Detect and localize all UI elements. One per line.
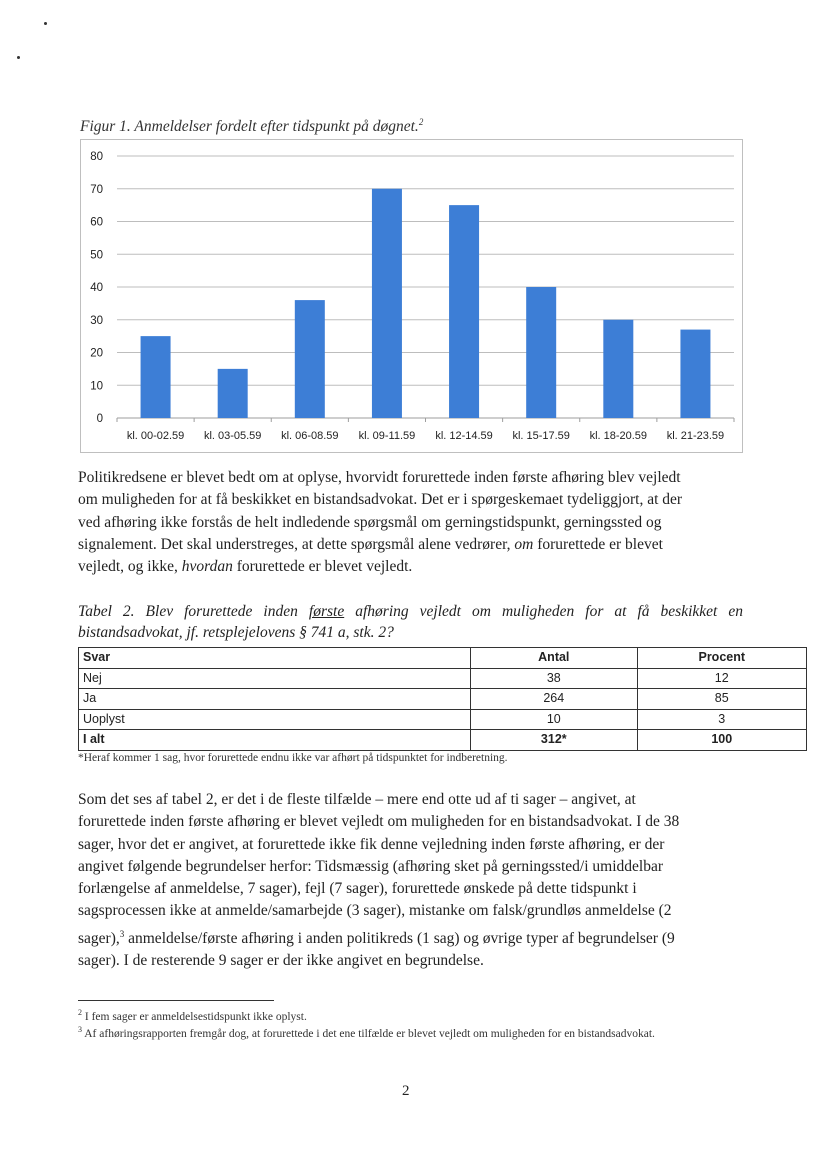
cell-total-procent: 100 xyxy=(637,730,806,751)
x-tick-label: kl. 06-08.59 xyxy=(281,430,339,442)
header-svar: Svar xyxy=(79,648,471,669)
cell-procent: 85 xyxy=(637,689,806,710)
y-tick-label: 30 xyxy=(90,314,103,327)
bar xyxy=(295,300,325,418)
header-antal: Antal xyxy=(471,648,637,669)
x-tick-label: kl. 12-14.59 xyxy=(435,430,493,442)
paragraph-1: Politikredsene er blevet bedt om at oplyse, hvorvidt forurettede inden første afhøring blev vejledt om muligheden for at få beskikket en bistandsadvokat. Det er i spørgeskemaet tydeliggjort, at der ved afhøring ikke forstås de helt indledende spørgsmål om gerningstidspunkt, gerningssted og signalement. Det skal understreges, at dette spørgsmål alene vedrører, om forurettede er blevet vejledt, og ikke, hvordan forurettede er blevet vejledt. xyxy=(78,469,683,576)
cell-antal: 10 xyxy=(471,709,637,730)
table-note: *Heraf kommer 1 sag, hvor forurettede endnu ikke var afhørt på tidspunktet for indberetning. xyxy=(78,752,508,764)
footnote-divider xyxy=(78,1000,274,1001)
cell-total-label: I alt xyxy=(79,730,471,751)
cell-antal: 264 xyxy=(471,689,637,710)
y-tick-label: 80 xyxy=(90,151,103,163)
cell-antal: 38 xyxy=(471,668,637,689)
cell-total-antal: 312* xyxy=(471,730,637,751)
table-row xyxy=(79,689,807,710)
x-tick-label: kl. 00-02.59 xyxy=(126,430,185,442)
y-tick-label: 20 xyxy=(90,347,103,360)
y-tick-label: 60 xyxy=(90,216,103,229)
y-tick-label: 50 xyxy=(90,249,103,262)
x-tick-label: kl. 18-20.59 xyxy=(589,430,648,442)
paragraph-2: Som det ses af tabel 2, er det i de fleste tilfælde – mere end otte ud af ti sager – angivet, at forurettede inden første afhøring er blevet vejledt om muligheden for en bistandsadvokat. I de 38 sager, hvor det er angivet, at forurettede ikke fik denne vejledning inden første afhøring, er der angivet følgende begrundelser herfor: Tidsmæssig (afhøring sket på gerningssted/i umiddelbar forlængelse af anmeldelse, 7 sager), fejl (7 sager), forurettede ønskede på dette tidspunkt i sagsprocessen ikke at anmelde/samarbejde (3 sager), mistanke om falsk/grundløs anmeldelse (2 sager),$^3$ anmeldelse/første afhøring i anden politikreds (1 sag) og øvrige typer af begrundelser (9 sager). I de resterende 9 sager er der ikke angivet en begrundelse. xyxy=(78,791,680,970)
cell-svar: Ja xyxy=(79,689,471,710)
header-procent: Procent xyxy=(637,648,806,669)
x-tick-label: kl. 03-05.59 xyxy=(203,430,262,442)
y-tick-label: 0 xyxy=(96,413,103,425)
page-number: 2 xyxy=(402,1083,410,1099)
scan-speck xyxy=(17,56,20,59)
bar-chart xyxy=(80,139,743,453)
table-header-row xyxy=(79,648,807,669)
bar xyxy=(218,369,248,418)
x-tick-label: kl. 09-11.59 xyxy=(358,430,416,442)
footnote-2: $^2$ I fem sager er anmeldelsestidspunkt ikke oplyst. xyxy=(78,1008,307,1023)
y-tick-label: 10 xyxy=(90,380,103,393)
cell-procent: 3 xyxy=(637,709,806,730)
table-row xyxy=(79,709,807,730)
bar xyxy=(680,330,710,418)
x-tick-label: kl. 15-17.59 xyxy=(512,430,570,442)
footnote-3: $^3$ Af afhøringsrapporten fremgår dog, at forurettede i det ene tilfælde er blevet vejledt om muligheden for en bistandsadvokat. xyxy=(78,1025,655,1040)
bar xyxy=(603,320,633,418)
answers-table xyxy=(78,647,807,751)
scan-speck xyxy=(44,22,47,25)
bar xyxy=(141,336,171,418)
y-tick-label: 70 xyxy=(90,183,103,196)
bar xyxy=(526,287,556,418)
table-total-row xyxy=(79,730,807,751)
chart-svg xyxy=(81,140,742,452)
table-row xyxy=(79,668,807,689)
cell-procent: 12 xyxy=(637,668,806,689)
bar xyxy=(449,205,479,418)
y-tick-label: 40 xyxy=(90,282,103,294)
bar xyxy=(372,189,402,418)
figure-caption: Figur 1. Anmeldelser fordelt efter tidspunkt på døgnet.$^2$ xyxy=(80,117,424,136)
cell-svar: Nej xyxy=(79,668,471,689)
x-tick-label: kl. 21-23.59 xyxy=(666,430,725,442)
table-caption: Tabel 2. Blev forurettede inden første afhøring vejledt om muligheden for at få beskikket en bistandsadvokat, jf. retsplejelovens § 741 a, stk. 2? xyxy=(78,603,743,641)
cell-svar: Uoplyst xyxy=(79,709,471,730)
